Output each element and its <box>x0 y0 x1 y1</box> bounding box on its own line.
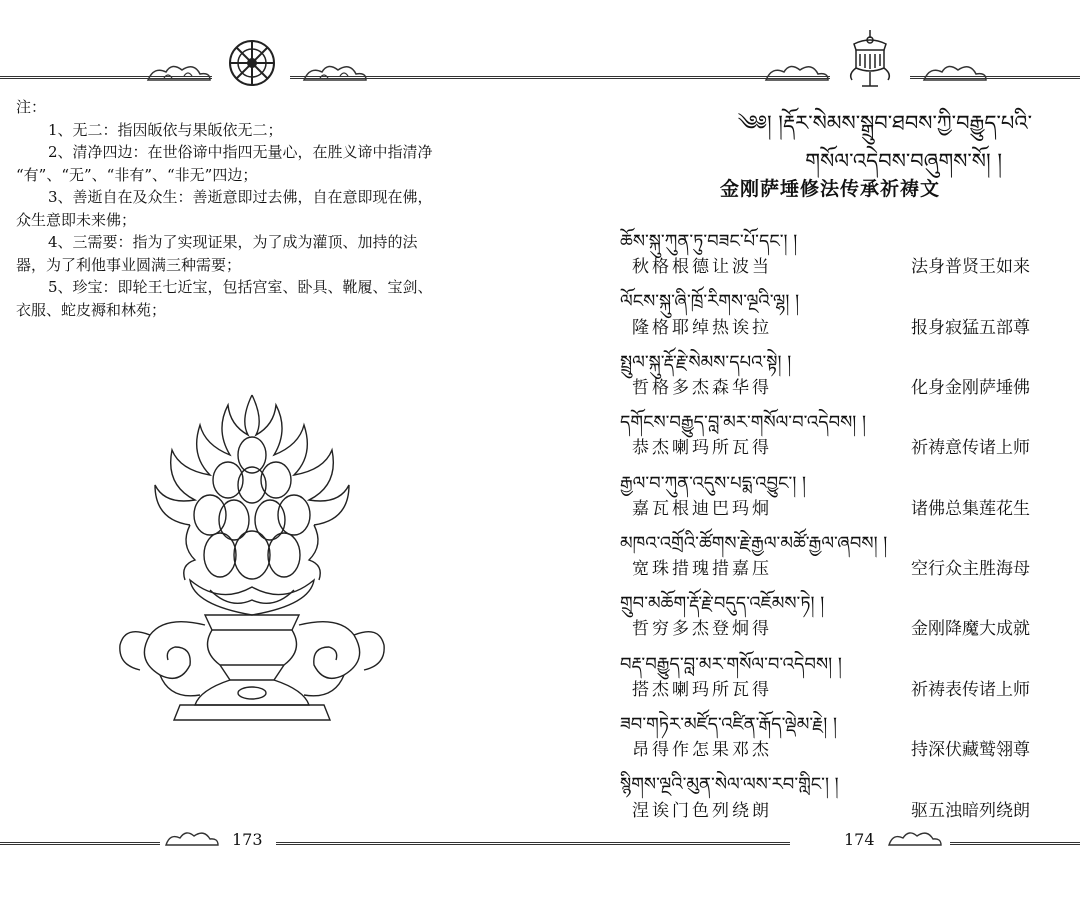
tibetan-verse-line: སྙིགས་ལྔའི་མུན་སེལ་ལས་རབ་གླིང་། ། <box>620 774 839 796</box>
tibetan-verse-line: ཆོས་སྐུ་ཀུན་ཏུ་བཟང་པོ་དང་། ། <box>620 231 798 252</box>
tibetan-verse-line: གྲུབ་མཆོག་རྡོ་རྗེ་བདུད་འཇོམས་ཏེ། ། <box>620 593 825 615</box>
tibetan-verse-line: མཁའ་འགྲོའི་ཚོགས་རྗེ་རྒྱལ་མཚོ་རྒྱལ་ཞབས། ། <box>620 532 888 554</box>
verse-row <box>620 554 1060 584</box>
chinese-meaning: 报身寂猛五部尊 <box>911 317 1030 338</box>
tibetan-verse-line: ཟབ་གཏེར་མཛོད་འཛིན་རྒོད་ལྡེམ་རྗེ། ། <box>620 714 838 735</box>
verse-row <box>620 675 1060 705</box>
verse-row <box>620 252 1060 282</box>
note-line: “有”、“无”、“非有”、“非无”四边； <box>16 165 258 184</box>
chinese-meaning: 祈祷表传诸上师 <box>911 679 1030 700</box>
chinese-meaning: 法身普贤王如来 <box>911 257 1030 278</box>
verse-row <box>620 494 1060 524</box>
right-page <box>540 0 1080 910</box>
verse-row <box>620 735 1060 765</box>
verse-row <box>620 614 1060 644</box>
note-line: 器，为了利他事业圆满三种需要； <box>16 255 242 274</box>
cloud-ornament-icon <box>920 58 990 86</box>
tibetan-title-line-1: ༄༅། །རྡོར་སེམས་སྒྲུབ་ཐབས་ཀྱི་བརྒྱུད་པའི་ <box>737 111 1032 135</box>
footer-rule-right <box>950 842 1080 845</box>
transliteration: 恭杰喇玛所瓦得 <box>632 438 772 459</box>
chinese-title: 金刚萨埵修法传承祈祷文 <box>720 178 941 200</box>
page-number: 174 <box>844 830 875 849</box>
verse-row <box>620 433 1060 463</box>
victory-banner-icon <box>840 28 900 90</box>
tibetan-verse-line: ལོངས་སྐུ་ཞི་ཁྲོ་རིགས་ལྔའི་ལྷ། ། <box>620 291 800 313</box>
transliteration: 涅诶门色列绕朗 <box>632 800 772 821</box>
transliteration: 哲格多杰森华得 <box>632 377 772 398</box>
transliteration: 昂得作怎果邓杰 <box>632 740 772 761</box>
chinese-meaning: 驱五浊暗列绕朗 <box>911 800 1030 821</box>
footer-rule-right <box>276 842 540 845</box>
tibetan-verse-line: བརྡ་བརྒྱུད་བླ་མར་གསོལ་བ་འདེབས། ། <box>620 653 842 675</box>
chinese-meaning: 持深伏藏鹫翎尊 <box>911 740 1030 761</box>
cloud-ornament-icon <box>300 58 370 86</box>
notes-heading: 注： <box>16 98 47 116</box>
note-line: 衣服、蛇皮褥和林苑； <box>16 300 167 319</box>
chinese-meaning: 祈祷意传诸上师 <box>911 438 1030 459</box>
cloud-ornament-icon <box>162 826 222 850</box>
verse-row <box>620 796 1060 826</box>
note-line: 5、珍宝：即轮王七近宝，包括宫室、卧具、靴履、宝剑、 <box>48 278 433 296</box>
note-line: 4、三需要：指为了实现证果，为了成为灌顶、加持的法 <box>48 233 418 251</box>
note-line: 众生意即未来佛； <box>16 210 137 229</box>
transliteration: 宽珠措瑰措嘉压 <box>632 559 772 580</box>
transliteration: 隆格耶绰热诶拉 <box>632 317 772 338</box>
transliteration: 秋格根德让波当 <box>632 257 772 278</box>
note-line: 1、无二：指因皈依与果皈依无二； <box>48 120 283 139</box>
note-line: 3、善逝自在及众生：善逝意即过去佛，自在意即现在佛， <box>48 188 433 206</box>
chinese-meaning: 空行众主胜海母 <box>911 559 1030 580</box>
cloud-ornament-icon <box>144 58 214 86</box>
footer-rule-left <box>540 842 790 845</box>
dharma-wheel-icon <box>225 36 279 90</box>
chinese-meaning: 金刚降魔大成就 <box>911 619 1030 640</box>
tibetan-verse-line: སྤྲུལ་སྐུ་རྡོ་རྗེ་སེམས་དཔའ་སྟེ། ། <box>620 351 792 373</box>
page-number: 173 <box>232 830 263 849</box>
tibetan-verse-line: དགོངས་བརྒྱུད་བླ་མར་གསོལ་བ་འདེབས། ། <box>620 412 867 434</box>
tibetan-title-line-2: གསོལ་འདེབས་བཞུགས་སོ། ། <box>805 149 1002 173</box>
transliteration: 哲穷多杰登炯得 <box>632 619 772 640</box>
flaming-jewel-illustration <box>110 375 395 750</box>
notes-block <box>16 96 486 321</box>
cloud-ornament-icon <box>885 826 945 850</box>
verse-list <box>620 222 1060 826</box>
note-line: 2、清净四边：在世俗谛中指四无量心，在胜义谛中指清净 <box>48 143 433 161</box>
footer-rule-left <box>0 842 160 845</box>
cloud-ornament-icon <box>762 58 832 86</box>
verse-row <box>620 313 1060 343</box>
tibetan-verse-line: རྒྱལ་བ་ཀུན་འདུས་པདྨ་འབྱུང་། ། <box>620 472 807 494</box>
transliteration: 搭杰喇玛所瓦得 <box>632 679 772 700</box>
verse-row <box>620 373 1060 403</box>
transliteration: 嘉瓦根迪巴玛炯 <box>632 498 772 519</box>
chinese-meaning: 诸佛总集莲花生 <box>911 498 1030 519</box>
chinese-meaning: 化身金刚萨埵佛 <box>911 377 1030 398</box>
